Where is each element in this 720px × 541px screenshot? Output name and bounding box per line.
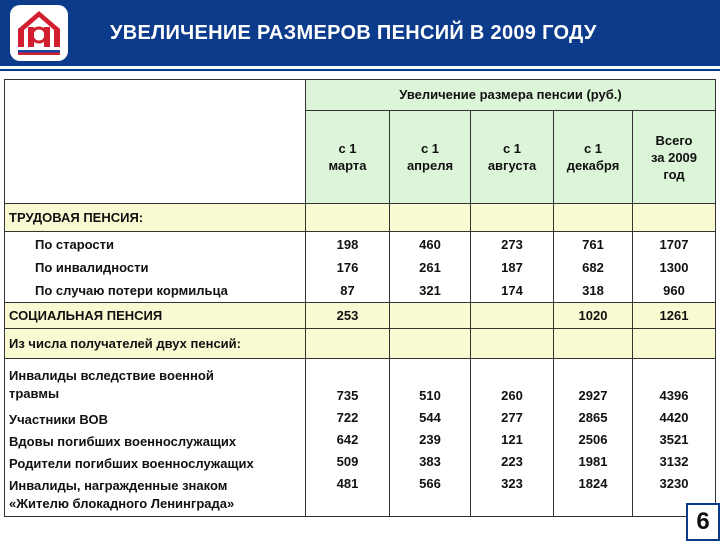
social-pension-title: СОЦИАЛЬНАЯ ПЕНСИЯ	[5, 303, 306, 329]
labour-march: 198 176 87	[306, 232, 390, 303]
two-pensions-august: 260 277 121 223 323	[471, 359, 554, 517]
col-header-march: с 1 марта	[306, 111, 390, 204]
col-header-august: с 1 августа	[471, 111, 554, 204]
header-bar	[0, 0, 720, 66]
page-title: УВЕЛИЧЕНИЕ РАЗМЕРОВ ПЕНСИЙ В 2009 ГОДУ	[110, 22, 597, 44]
two-pensions-title: Из числа получателей двух пенсий:	[5, 329, 306, 359]
header-divider-line	[0, 69, 720, 71]
row-label-survivor: По случаю потери кормильца	[35, 282, 228, 298]
labour-total: 1707 1300 960	[633, 232, 716, 303]
pension-fund-logo-icon	[8, 3, 70, 63]
row-label-parents: Родители погибших военнослужащих	[9, 456, 254, 471]
corner-cell	[5, 80, 306, 204]
row-label-old-age: По старости	[35, 236, 115, 252]
social-march: 253	[306, 303, 390, 329]
two-pensions-april: 510 544 239 383 566	[390, 359, 471, 517]
pension-table	[4, 79, 716, 517]
row-label-leningrad-2: «Жителю блокадного Ленинграда»	[9, 496, 235, 511]
two-pensions-december: 2927 2865 2506 1981 1824	[554, 359, 633, 517]
social-total: 1261	[633, 303, 716, 329]
increase-caption: Увеличение размера пенсии (руб.)	[306, 80, 716, 111]
labour-august: 273 187 174	[471, 232, 554, 303]
labour-december: 761 682 318	[554, 232, 633, 303]
labour-labels	[5, 232, 306, 303]
two-pensions-total: 4396 4420 3521 3132 3230	[633, 359, 716, 517]
col-header-april: с 1 апреля	[390, 111, 471, 204]
social-august	[471, 303, 554, 329]
col-header-total: Всего за 2009 год	[633, 111, 716, 204]
row-label-war-trauma-2: травмы	[9, 386, 60, 401]
two-pensions-march: 735 722 642 509 481	[306, 359, 390, 517]
row-label-leningrad-1: Инвалиды, награжденные знаком	[9, 478, 228, 493]
social-december: 1020	[554, 303, 633, 329]
social-april	[390, 303, 471, 329]
two-pensions-labels	[5, 359, 306, 517]
row-label-war-trauma-1: Инвалиды вследствие военной	[9, 368, 214, 383]
labour-pension-title: ТРУДОВАЯ ПЕНСИЯ:	[5, 204, 306, 232]
row-label-ww2-participants: Участники ВОВ	[9, 412, 108, 427]
labour-april: 460 261 321	[390, 232, 471, 303]
page-number: 6	[686, 503, 720, 541]
col-header-december: с 1 декабря	[554, 111, 633, 204]
row-label-widows: Вдовы погибших военнослужащих	[9, 434, 237, 449]
row-label-disability: По инвалидности	[35, 259, 149, 275]
